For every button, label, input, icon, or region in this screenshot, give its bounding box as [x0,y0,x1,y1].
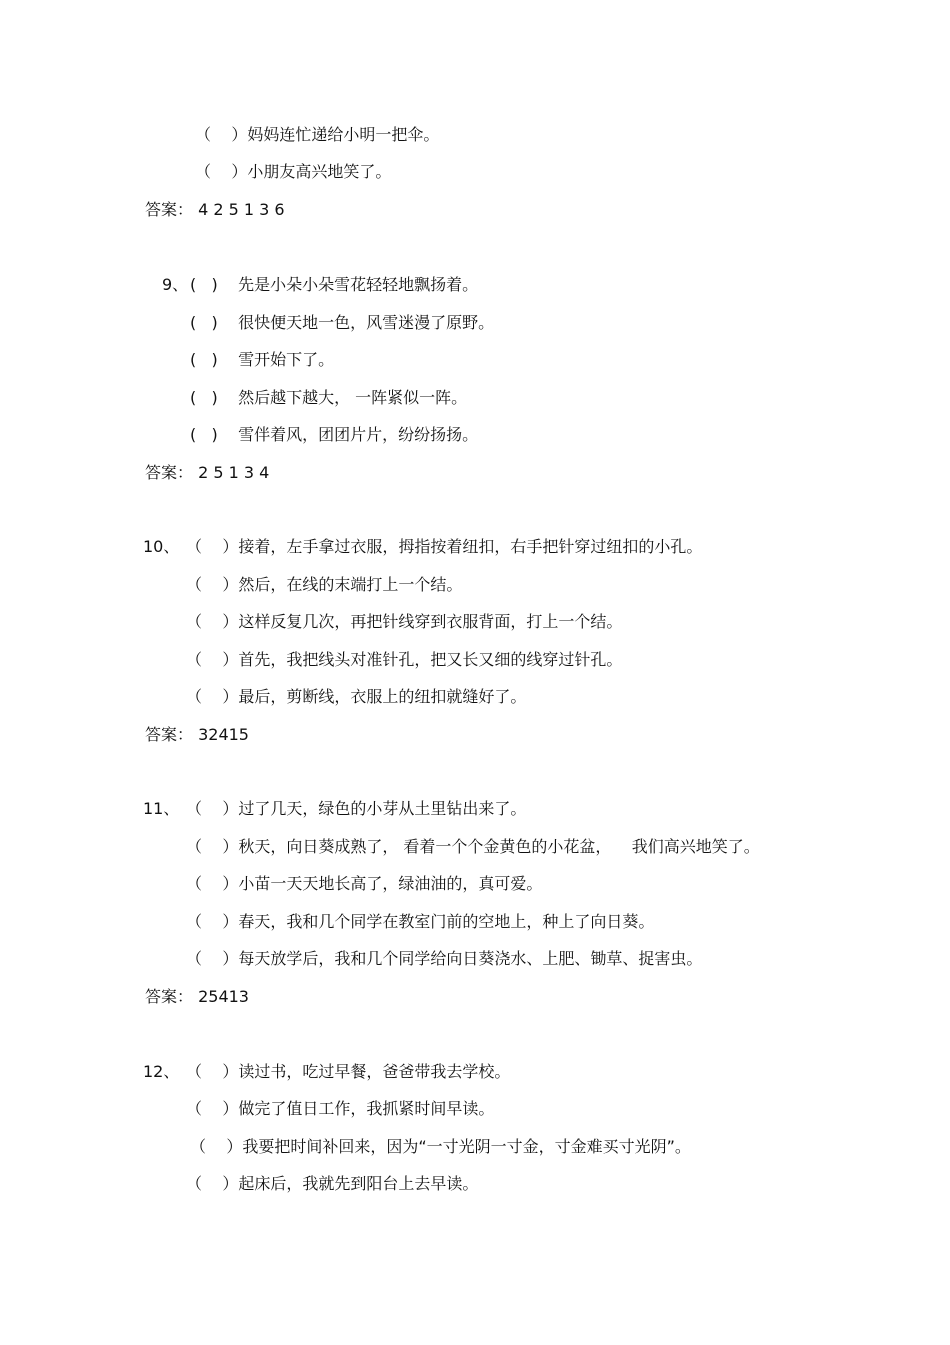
q10-item-2: （ ）然后，在线的末端打上一个结。 [186,575,463,594]
prev-question-item-6: （ ）小朋友高兴地笑了。 [195,162,392,181]
q10-item-1: （ ）接着，左手拿过衣服，拇指按着纽扣，右手把针穿过纽扣的小孔。 [186,537,703,556]
q12-item-1: （ ）读过书，吃过早餐，爸爸带我去学校。 [186,1062,511,1081]
q10-item-5: （ ）最后，剪断线，衣服上的纽扣就缝好了。 [186,687,527,706]
q11-answer: 答案： 25413 [145,987,249,1006]
q11-item-3: （ ）小苗一天天地长高了，绿油油的，真可爱。 [186,874,543,893]
q11-item-4: （ ）春天，我和几个同学在教室门前的空地上，种上了向日葵。 [186,912,655,931]
prev-question-item-5: （ ）妈妈连忙递给小明一把伞。 [195,125,440,144]
q11-item-2: （ ）秋天，向日葵成熟了， 看着一个个金黄色的小花盆， 我们高兴地笑了。 [186,837,760,856]
q11-number: 11、 [143,799,180,818]
q9-item-5: ( ) 雪伴着风，团团片片，纷纷扬扬。 [190,425,479,444]
q9-answer: 答案： 2 5 1 3 4 [145,463,270,482]
prev-question-answer: 答案： 4 2 5 1 3 6 [145,200,285,219]
q10-item-4: （ ）首先，我把线头对准针孔，把又长又细的线穿过针孔。 [186,650,623,669]
q11-item-1: （ ）过了几天，绿色的小芽从土里钻出来了。 [186,799,527,818]
q9-item-2: ( ) 很快便天地一色，风雪迷漫了原野。 [190,313,495,332]
q11-item-5: （ ）每天放学后，我和几个同学给向日葵浇水、上肥、锄草、捉害虫。 [186,949,703,968]
q9-item-3: ( ) 雪开始下了。 [190,350,335,369]
q9-item-4: ( ) 然后越下越大， 一阵紧似一阵。 [190,388,468,407]
q12-item-3: （ ）我要把时间补回来，因为“一寸光阴一寸金，寸金难买寸光阴”。 [190,1137,691,1156]
q12-item-2: （ ）做完了值日工作，我抓紧时间早读。 [186,1099,495,1118]
q9-item-1: ( ) 先是小朵小朵雪花轻轻地飘扬着。 [190,275,479,294]
q10-item-3: （ ）这样反复几次，再把针线穿到衣服背面，打上一个结。 [186,612,623,631]
q12-item-4: （ ）起床后，我就先到阳台上去早读。 [186,1174,479,1193]
q10-number: 10、 [143,537,180,556]
q10-answer: 答案： 32415 [145,725,249,744]
q9-number: 9、 [162,275,189,294]
q12-number: 12、 [143,1062,180,1081]
